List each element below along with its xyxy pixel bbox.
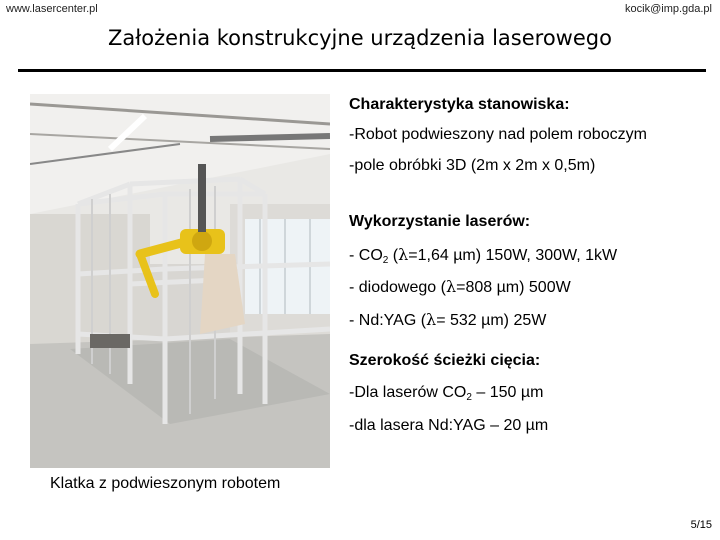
title-divider bbox=[18, 69, 706, 72]
co2-rest: =1,64 µm) 150W, 300W, 1kW bbox=[408, 247, 618, 264]
item-laser-co2 bbox=[349, 245, 617, 265]
heading-szerokosc: Szerokość ścieżki cięcia: bbox=[349, 352, 541, 369]
heading-charakterystyka: Charakterystyka stanowiska: bbox=[349, 96, 570, 113]
cut-co2-prefix: -Dla laserów CO bbox=[349, 384, 467, 401]
page-number: 5/15 bbox=[690, 519, 712, 531]
diode-rest: =808 µm) 500W bbox=[456, 279, 571, 296]
co2-prefix: - CO bbox=[349, 247, 383, 264]
cut-co2-subscript: 2 bbox=[466, 392, 472, 403]
slide-title: Założenia konstrukcyjne urządzenia laserowego bbox=[108, 26, 612, 50]
ndyag-prefix: - Nd:YAG ( bbox=[349, 312, 427, 329]
item-cut-co2 bbox=[349, 384, 543, 402]
header-website: www.lasercenter.pl bbox=[6, 3, 98, 15]
co2-open: ( bbox=[388, 247, 399, 264]
lambda-symbol: λ bbox=[398, 245, 409, 264]
item-laser-ndyag bbox=[349, 310, 546, 330]
cut-co2-rest: – 150 µm bbox=[471, 384, 544, 401]
item-robot: -Robot podwieszony nad polem roboczym bbox=[349, 126, 647, 143]
heading-lasery: Wykorzystanie laserów: bbox=[349, 213, 531, 230]
robot-cage-photo bbox=[30, 94, 330, 468]
co2-subscript: 2 bbox=[382, 255, 389, 266]
item-cut-ndyag: -dla lasera Nd:YAG – 20 µm bbox=[349, 417, 549, 434]
ndyag-rest: = 532 µm) 25W bbox=[436, 312, 547, 329]
header-email: kocik@imp.gda.pl bbox=[625, 3, 712, 15]
lambda-symbol: λ bbox=[445, 277, 457, 296]
lambda-symbol: λ bbox=[426, 310, 437, 329]
item-pole-obrobki: -pole obróbki 3D (2m x 2m x 0,5m) bbox=[349, 157, 596, 174]
figure-caption: Klatka z podwieszonym robotem bbox=[50, 475, 281, 492]
diode-prefix: - diodowego ( bbox=[349, 279, 446, 296]
item-laser-diode bbox=[349, 277, 571, 297]
